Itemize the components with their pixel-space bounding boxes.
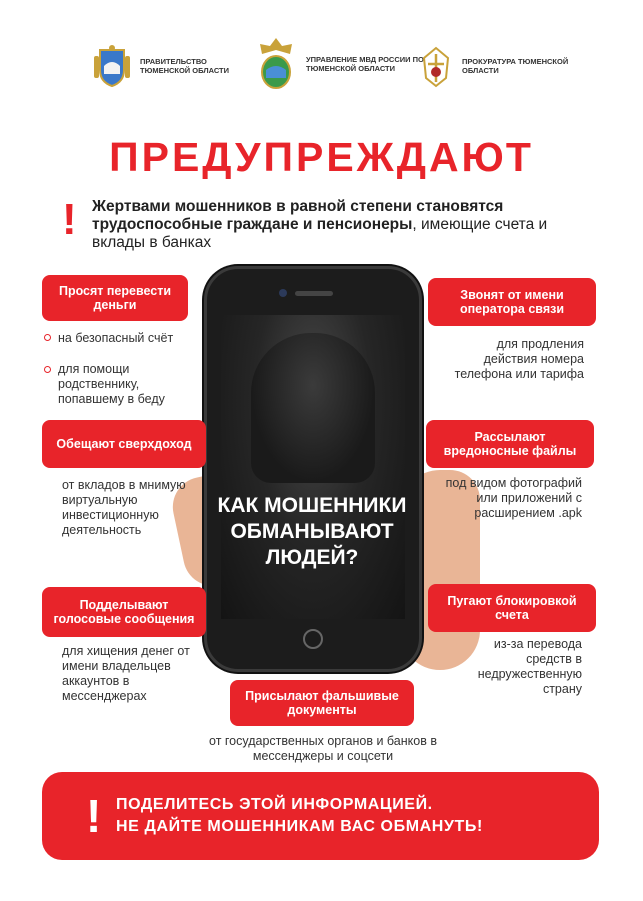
tag-promise-income: Обещают сверхдоход (42, 420, 206, 468)
speaker-grille (295, 291, 333, 296)
desc-malware: под видом фотографий или приложений с расширением .apk (445, 476, 582, 520)
intro-bold: Жертвами мошенников в равной степени становятся трудоспособные граждане и пенсионеры (92, 198, 504, 233)
footer-line-2: НЕ ДАЙТЕ МОШЕННИКАМ ВАС ОБМАНУТЬ! (116, 818, 483, 835)
phone-headline: КАК МОШЕННИКИ ОБМАНЫВАЮТ ЛЮДЕЙ? (217, 494, 407, 569)
tag-operator-call: Звонят от имени оператора связи (428, 278, 596, 326)
tag-block-account: Пугают блокировкой счета (428, 584, 596, 632)
bullet-icon (44, 334, 51, 341)
intro-rest: , имеющие счета и вклады в банках (92, 216, 548, 251)
org-government (92, 44, 250, 88)
desc-help-relative: для помощи родственнику, попавшему в беду (58, 362, 165, 406)
org-police (254, 36, 436, 92)
exclamation-icon: ! (62, 195, 77, 244)
tag-fake-voice: Подделывают голосовые сообщения (42, 587, 206, 637)
police-emblem-icon (254, 36, 298, 92)
tyumen-coat-of-arms-icon (92, 44, 132, 88)
desc-operator-call: для продления действия номера телефона или тарифа (454, 337, 584, 381)
page-title: ПРЕДУПРЕЖДАЮТ (109, 134, 534, 180)
footer-line-1: ПОДЕЛИТЕСЬ ЭТОЙ ИНФОРМАЦИЕЙ. (116, 796, 433, 813)
intro-text (92, 198, 592, 252)
home-button-icon (303, 629, 323, 649)
phone-screen (221, 315, 405, 619)
desc-fake-voice: для хищения денег от имени владельцев аккаунтов в мессенджерах (62, 644, 190, 703)
exclamation-icon: ! (86, 790, 102, 842)
camera-icon (279, 289, 287, 297)
desc-safe-account: на безопасный счёт (58, 331, 174, 345)
org-government-name: ПРАВИТЕЛЬСТВО ТЮМЕНСКОЙ ОБЛАСТИ (140, 57, 230, 75)
desc-fake-docs: от государственных органов и банков в мессенджеры и соцсети (209, 734, 437, 763)
org-police-name: УПРАВЛЕНИЕ МВД РОССИИ ПО ТЮМЕНСКОЙ ОБЛАСТИ (306, 55, 424, 73)
footer-banner (42, 772, 599, 860)
org-prosecutor (418, 44, 572, 88)
tag-fake-docs: Присылают фальшивые документы (230, 680, 414, 726)
bullet-icon (44, 366, 51, 373)
prosecutor-emblem-icon (418, 44, 454, 88)
desc-block-account: из-за перевода средств в недружественную страну (477, 637, 582, 696)
tag-malware: Рассылают вредоносные файлы (426, 420, 594, 468)
smartphone (204, 266, 422, 672)
hooded-figure-icon (251, 333, 375, 483)
org-prosecutor-name: ПРОКУРАТУРА ТЮМЕНСКОЙ ОБЛАСТИ (462, 57, 569, 75)
tag-ask-transfer: Просят перевести деньги (42, 275, 188, 321)
desc-promise-income: от вкладов в мнимую виртуальную инвестиционную деятельность (62, 478, 186, 537)
